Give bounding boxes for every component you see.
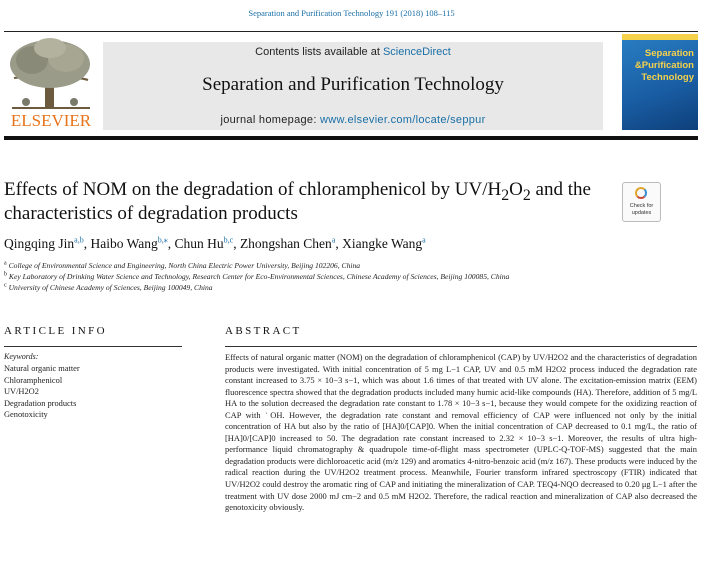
crossmark-icon	[635, 187, 647, 199]
abstract-rule	[225, 346, 697, 347]
cover-title-line: &Purification	[634, 60, 694, 71]
publisher-name: ELSEVIER	[10, 111, 92, 128]
author-affil-mark[interactable]: b,c	[223, 235, 234, 245]
author-affil-mark[interactable]: a,b	[74, 235, 84, 245]
article-title: Effects of NOM on the degradation of chloramphenicol by $UV/H_2O_2$ and the characteristics of degradation products	[4, 179, 591, 224]
author-name[interactable]: Zhongshan Chen	[239, 236, 332, 251]
affiliation: $^b$ Key Laboratory of Drinking Water Science and Technology, Research Center for Eco-Environmental Sciences, Chinese Academy of Sciences, Beijing 100085, China	[4, 271, 510, 281]
cover-strip	[622, 34, 698, 40]
contents-line	[103, 46, 603, 58]
homepage-line	[103, 114, 603, 126]
journal-name[interactable]: Separation and Purification Technology	[202, 74, 504, 95]
abstract-text: Effects of natural organic matter (NOM) on the degradation of chloramphenicol (CAP) by UV/H2O2 and the characteristics of degradation products were investigated. With initial concentration of 5 mg L−1 CAP, UV and 0.5 mM H2O2 process induced the degradation rate constant increased to 3.75 × 10−3 s−1, which was about 1.6 times of that treated with UV alone. The excitation-emission matrix (EEM) fluorescence spectra showed that the degradation products included many humic acid-like compounds (HA). Therefore, addition of 5 mg/L HA to the solution decreased the degradation rate constant to 1.78 × 10−3 s−1, because they would compete for the oxidizing reaction of CAP with ˙OH. However, the degradation rate constant and removal efficiency of CAP were influenced not only by the initial concentration of HA but also by the ratio of [HA]0/[CAP]0. When the initial concentration of CAP decreased to 0.1 mg/L, the ratio of [HA]0/[CAP]0 increased to 50. The degradation rate constant increased to 2.32 × 10−3 s−1. Moreover, the results of ultra high-performance liquid chromatography & quadrupole time-of-flight mass spectrometer (UPLC-Q-TOF-MS) suggested that the main degradation products were dichloroacetic acid (m/z 129) and aromatics 4-nitro-benzoic acid (m/z 167). These products were induced by the radical reaction during the UV/H2O2 treatment process. Meanwhile, Fourier transform infrared spectroscopy (FTIR) indicated that UV/H2O2 could destroy the aromatic ring of CAP and initiating the mineralization of CAP. TEQ4-NQO decreased to 0.20 μg L−1 after the treatment with UV dose 2000 mJ cm−2 and 0.5 mM H2O2. Therefore, the radical reaction and mineralization of CAP also decreased the genotoxicity obviously.	[225, 352, 697, 513]
author-name[interactable]: Qingqing Jin	[4, 236, 75, 251]
affiliation: $^c$ University of Chinese Academy of Sciences, Beijing 100049, China	[4, 282, 213, 292]
header-divider	[4, 136, 698, 140]
author-affil-mark[interactable]: b,⁎	[157, 235, 168, 245]
cover-title	[628, 48, 694, 84]
keyword: UV/H2O2	[4, 387, 39, 397]
keyword: Natural organic matter	[4, 364, 80, 373]
top-rule	[4, 31, 698, 32]
keyword: Genotoxicity	[4, 410, 48, 420]
journal-header	[103, 42, 603, 130]
journal-cover-image[interactable]	[622, 34, 698, 130]
article-info-heading: ARTICLE INFO	[4, 325, 107, 337]
author-affil-mark[interactable]: a	[422, 235, 426, 245]
elsevier-logo[interactable]	[4, 36, 98, 128]
abstract-heading: ABSTRACT	[225, 325, 302, 337]
homepage-prefix: journal homepage:	[220, 114, 321, 126]
affiliation: $^a$ College of Environmental Science and Engineering, North China Electric Power University, Beijing 102206, China	[4, 260, 361, 270]
contents-prefix: Contents lists available at	[255, 46, 383, 58]
journal-citation[interactable]: Separation and Purification Technology 191 (2018) 108–115	[248, 8, 455, 18]
badge-text: Check for updates	[629, 203, 654, 216]
keyword: Degradation products	[4, 398, 77, 408]
cover-title-line: Technology	[641, 72, 694, 83]
cover-title-line: Separation	[644, 48, 694, 59]
article-info-rule	[4, 346, 182, 347]
keywords-list	[4, 363, 80, 421]
sciencedirect-link[interactable]: ScienceDirect	[382, 46, 451, 58]
keyword: Chloramphenicol	[4, 375, 63, 385]
author-name[interactable]: Xiangke Wang	[342, 236, 423, 251]
check-for-updates-badge[interactable]	[622, 182, 661, 222]
author-name[interactable]: Haibo Wang	[90, 236, 158, 251]
author-affil-mark[interactable]: a	[331, 235, 336, 245]
author-name[interactable]: Chun Hu	[174, 236, 224, 251]
homepage-link[interactable]: www.elsevier.com/locate/seppur	[320, 114, 486, 126]
author-list: Qingqing Jin$^{a,b}$, Haibo Wang$^{b,⁎}$, Chun Hu$^{b,c}$, Zhongshan Chen$^a$, Xiangke Wang$^a$	[4, 235, 426, 251]
keywords-label: Keywords:	[4, 352, 39, 361]
elsevier-tree-icon	[4, 36, 98, 128]
affiliations	[4, 260, 694, 293]
